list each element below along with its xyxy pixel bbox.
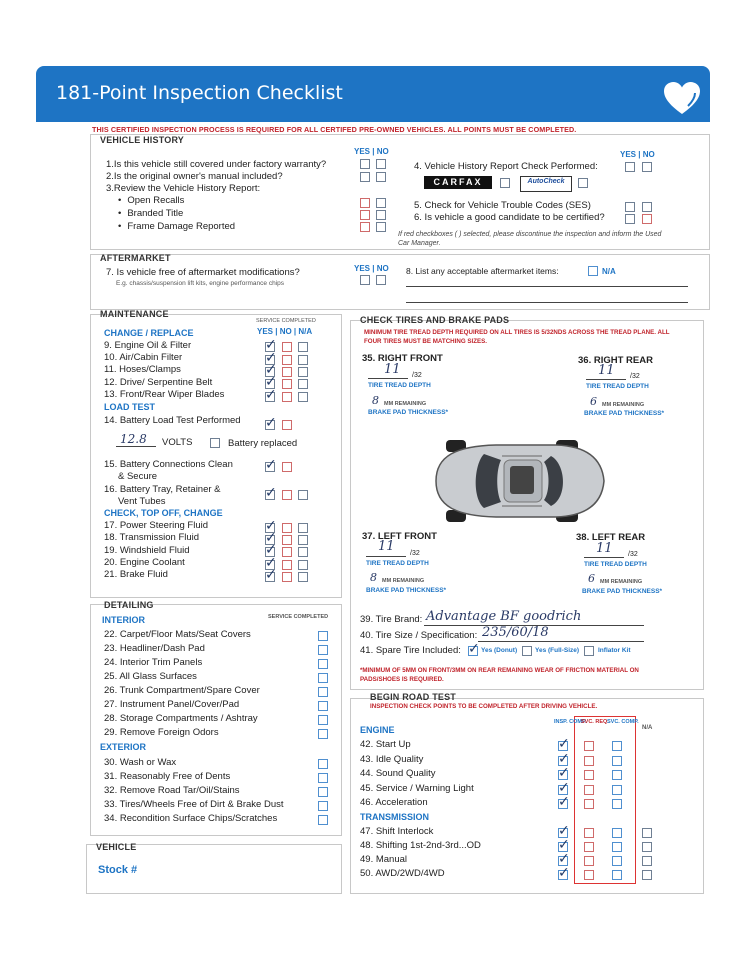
detailing-item-24: 24. Interior Trim Panels (104, 657, 203, 668)
frame-yes-checkbox[interactable] (360, 222, 370, 232)
vehicle-history-title: VEHICLE HISTORY (100, 135, 185, 145)
rf-mm-remaining: MM REMAINING (384, 401, 427, 407)
detailing-23-checkbox[interactable] (318, 645, 328, 655)
detailing-item-30: 30. Wash or Wax (104, 757, 177, 768)
interior-header: INTERIOR (102, 615, 146, 625)
maint-item-13: 13. Front/Rear Wiper Blades (104, 389, 225, 400)
maint-17-na[interactable] (298, 523, 308, 533)
col-svc-comp: SVC. COMP. (607, 719, 639, 725)
road-test-note: INSPECTION CHECK POINTS TO BE COMPLETED AFTER DRIVING VEHICLE. (370, 703, 598, 710)
rt-50-svc-comp-checkbox[interactable] (612, 870, 622, 880)
lr-tread-depth: TIRE TREAD DEPTH (584, 561, 647, 568)
rt-42-insp-checkbox[interactable] (558, 741, 568, 751)
col-insp-comp: INSP. COMP. (554, 719, 587, 725)
rt-44-svc-req-checkbox[interactable] (584, 770, 594, 780)
maint-item-15-cont: & Secure (118, 471, 158, 482)
maint-service-completed-header: SERVICE COMPLETED (256, 318, 316, 324)
q41-label: 41. Spare Tire Included: (360, 645, 461, 656)
rt-50-na-checkbox[interactable] (642, 870, 652, 880)
rf-tread-line (368, 378, 408, 379)
spare-donut-checkbox[interactable] (468, 646, 478, 656)
rt-42-svc-comp-checkbox[interactable] (612, 741, 622, 751)
q2-no-checkbox[interactable] (376, 172, 386, 182)
q3-sub-branded-title: • Branded Title (118, 208, 183, 219)
detailing-25-checkbox[interactable] (318, 673, 328, 683)
maint-item-21: 21. Brake Fluid (104, 569, 168, 580)
detailing-item-23: 23. Headliner/Dash Pad (104, 643, 205, 654)
detailing-item-22: 22. Carpet/Floor Mats/Seat Covers (104, 629, 251, 640)
volts-value[interactable]: 12.8 (120, 432, 147, 446)
engine-header: ENGINE (360, 725, 395, 735)
rt-47-svc-req-checkbox[interactable] (584, 828, 594, 838)
autocheck-checkbox[interactable] (578, 178, 588, 188)
road-test-item-49: 49. Manual (360, 853, 408, 865)
lf-pad-value[interactable]: 8 (370, 571, 377, 584)
vh-yes-no-header-right: YES | NO (620, 150, 655, 159)
am-yes-no-header: YES | NO (354, 264, 389, 273)
maint-20-no[interactable] (282, 560, 292, 570)
branded-yes-checkbox[interactable] (360, 210, 370, 220)
recalls-yes-checkbox[interactable] (360, 198, 370, 208)
rt-43-svc-req-checkbox[interactable] (584, 756, 594, 766)
maint-item-17: 17. Power Steering Fluid (104, 520, 209, 531)
rt-50-insp-checkbox[interactable] (558, 870, 568, 880)
rt-42-svc-req-checkbox[interactable] (584, 741, 594, 751)
detailing-27-checkbox[interactable] (318, 701, 328, 711)
maint-item-9: 9. Engine Oil & Filter (104, 340, 192, 351)
maint-21-yes[interactable] (265, 572, 275, 582)
rt-48-svc-comp-checkbox[interactable] (612, 842, 622, 852)
q5-text: 5. Check for Vehicle Trouble Codes (SES) (414, 200, 591, 211)
maint-16-no[interactable] (282, 490, 292, 500)
maint-item-14: 14. Battery Load Test Performed (104, 415, 241, 426)
notice-text: THIS CERTIFIED INSPECTION PROCESS IS REQUIRED FOR ALL CERTIFED PRE-OWNED VEHICLES. ALL POINTS MUST BE COMPLETED. (92, 125, 577, 134)
maint-item-11: 11. Hoses/Clamps (104, 364, 181, 375)
q39-value[interactable]: Advantage BF goodrich (426, 609, 582, 624)
road-test-title: BEGIN ROAD TEST (370, 692, 457, 702)
q5-yes-checkbox[interactable] (625, 202, 635, 212)
rf-per32: /32 (412, 372, 422, 379)
detailing-26-checkbox[interactable] (318, 687, 328, 697)
q1-yes-checkbox[interactable] (360, 159, 370, 169)
detailing-28-checkbox[interactable] (318, 715, 328, 725)
detailing-item-33: 33. Tires/Wheels Free of Dirt & Brake Dust (104, 799, 284, 810)
lr-tread-line (584, 557, 624, 558)
lr-per32: /32 (628, 551, 638, 558)
rr-tread-line (586, 379, 626, 380)
rt-48-svc-req-checkbox[interactable] (584, 842, 594, 852)
rt-43-insp-checkbox[interactable] (558, 756, 568, 766)
maint-14-no[interactable] (282, 420, 292, 430)
q8-line-2[interactable] (406, 302, 688, 303)
volts-underline (116, 446, 156, 447)
q6-no-checkbox[interactable] (642, 214, 652, 224)
maint-21-na[interactable] (298, 572, 308, 582)
stock-number-label: Stock # (98, 864, 138, 876)
maint-item-10: 10. Air/Cabin Filter (104, 352, 183, 363)
lr-mm-remaining: MM REMAINING (600, 579, 643, 585)
spare-donut-label: Yes (Donut) (481, 647, 518, 654)
detailing-30-checkbox[interactable] (318, 759, 328, 769)
detailing-item-34: 34. Recondition Surface Chips/Scratches (104, 813, 278, 824)
rf-tread-depth: TIRE TREAD DEPTH (368, 382, 431, 389)
maint-item-18: 18. Transmission Fluid (104, 532, 200, 543)
recalls-no-checkbox[interactable] (376, 198, 386, 208)
rt-50-svc-req-checkbox[interactable] (584, 870, 594, 880)
q7-text: 7. Is vehicle free of aftermarket modifications? (106, 267, 300, 278)
road-test-item-46: 46. Acceleration (360, 797, 428, 808)
rt-46-svc-req-checkbox[interactable] (584, 799, 594, 809)
col-na: N/A (642, 725, 653, 731)
road-test-item-42: 42. Start Up (360, 739, 411, 750)
rr-brake-pad: BRAKE PAD THICKNESS* (584, 410, 665, 417)
maint-13-na[interactable] (298, 392, 308, 402)
maint-11-no[interactable] (282, 367, 292, 377)
detailing-item-32: 32. Remove Road Tar/Oil/Stains (104, 785, 240, 796)
maint-18-no[interactable] (282, 535, 292, 545)
q4-no-checkbox[interactable] (642, 162, 652, 172)
transmission-header: TRANSMISSION (360, 811, 430, 822)
change-replace-header: CHANGE / REPLACE (104, 328, 194, 338)
rt-45-insp-checkbox[interactable] (558, 785, 568, 795)
car-top-view-illustration (426, 436, 608, 526)
lf-brake-pad: BRAKE PAD THICKNESS* (366, 587, 447, 594)
maint-item-16: 16. Battery Tray, Retainer & (104, 484, 221, 495)
maint-item-12: 12. Drive/ Serpentine Belt (104, 377, 213, 388)
q6-yes-checkbox[interactable] (625, 214, 635, 224)
autocheck-logo: AutoCheck (520, 176, 572, 192)
maint-9-no[interactable] (282, 342, 292, 352)
inflator-kit-checkbox[interactable] (584, 646, 594, 656)
maint-19-no[interactable] (282, 547, 292, 557)
maint-10-na[interactable] (298, 355, 308, 365)
rr-mm-remaining: MM REMAINING (602, 402, 645, 408)
inflator-kit-label: Inflator Kit (598, 647, 631, 654)
maint-item-20: 20. Engine Coolant (104, 557, 185, 568)
q1-text: 1.Is this vehicle still covered under factory warranty? (106, 159, 327, 170)
rr-per32: /32 (630, 373, 640, 380)
q8-na-checkbox[interactable] (588, 266, 598, 276)
exterior-header: EXTERIOR (100, 742, 147, 752)
q5-no-checkbox[interactable] (642, 202, 652, 212)
lr-tread-value[interactable]: 11 (596, 541, 613, 556)
rt-44-insp-checkbox[interactable] (558, 770, 568, 780)
lr-brake-pad: BRAKE PAD THICKNESS* (582, 588, 663, 595)
maint-20-na[interactable] (298, 560, 308, 570)
maint-16-na[interactable] (298, 490, 308, 500)
q7-no-checkbox[interactable] (376, 275, 386, 285)
rr-label: 36. RIGHT REAR (578, 355, 653, 366)
tires-title: CHECK TIRES AND BRAKE PADS (360, 315, 510, 325)
detailing-24-checkbox[interactable] (318, 659, 328, 669)
col-svc-req: SVC. REQ. (581, 719, 609, 725)
spare-full-label: Yes (Full-Size) (535, 647, 580, 654)
vh-yes-no-header: YES | NO (354, 147, 389, 156)
detailing-31-checkbox[interactable] (318, 773, 328, 783)
maint-13-no[interactable] (282, 392, 292, 402)
maint-19-na[interactable] (298, 547, 308, 557)
q40-label: 40. Tire Size / Specification: (360, 630, 478, 641)
maint-12-no[interactable] (282, 379, 292, 389)
frame-no-checkbox[interactable] (376, 222, 386, 232)
detailing-item-28: 28. Storage Compartments / Ashtray (104, 713, 258, 724)
detailing-item-31: 31. Reasonably Free of Dents (104, 771, 231, 782)
rt-43-svc-comp-checkbox[interactable] (612, 756, 622, 766)
q39-label: 39. Tire Brand: (360, 614, 423, 625)
q7-yes-checkbox[interactable] (360, 275, 370, 285)
lf-per32: /32 (410, 550, 420, 557)
q8-line-1[interactable] (406, 286, 688, 287)
road-test-item-50: 50. AWD/2WD/4WD (360, 867, 445, 879)
aftermarket-title: AFTERMARKET (100, 253, 171, 263)
detailing-service-completed-header: SERVICE COMPLETED (268, 614, 329, 620)
vh-note: If red checkboxes ( ) selected, please discontinue the inspection and inform the Used Car Manager. (398, 231, 662, 247)
lf-label: 37. LEFT FRONT (362, 531, 437, 542)
maint-12-na[interactable] (298, 379, 308, 389)
lf-tread-line (366, 556, 406, 557)
q8-text: 8. List any acceptable aftermarket items: (406, 266, 559, 276)
rt-47-svc-comp-checkbox[interactable] (612, 828, 622, 838)
battery-replaced-label: Battery replaced (228, 438, 298, 449)
road-test-item-45: 45. Service / Warning Light (360, 782, 474, 794)
rf-label: 35. RIGHT FRONT (362, 353, 443, 364)
rr-pad-value[interactable]: 6 (590, 395, 597, 408)
page-title: 181-Point Inspection Checklist (56, 82, 343, 104)
maint-9-na[interactable] (298, 342, 308, 352)
vehicle-title: VEHICLE (96, 842, 137, 852)
q2-text: 2.Is the original owner's manual included? (106, 171, 283, 182)
carfax-logo: CARFAX (424, 176, 492, 189)
q7-note: E.g. chassis/suspension lift kits, engine performance chips (116, 280, 285, 287)
lf-tread-depth: TIRE TREAD DEPTH (366, 560, 429, 567)
rt-45-svc-comp-checkbox[interactable] (612, 785, 622, 795)
rt-46-insp-checkbox[interactable] (558, 799, 568, 809)
detailing-item-29: 29. Remove Foreign Odors (104, 727, 219, 738)
road-test-item-47: 47. Shift Interlock (360, 825, 434, 837)
maint-16-yes[interactable] (265, 490, 275, 500)
heart-icon (662, 80, 702, 116)
rf-pad-value[interactable]: 8 (372, 394, 379, 407)
road-test-item-43: 43. Idle Quality (360, 753, 424, 765)
rr-tread-value[interactable]: 11 (598, 363, 615, 378)
maint-17-no[interactable] (282, 523, 292, 533)
q2-yes-checkbox[interactable] (360, 172, 370, 182)
lr-label: 38. LEFT REAR (576, 532, 646, 543)
maint-10-no[interactable] (282, 355, 292, 365)
q4-text: 4. Vehicle History Report Check Performed: (414, 161, 598, 172)
q3-sub-open-recalls: • Open Recalls (118, 195, 184, 206)
detailing-34-checkbox[interactable] (318, 815, 328, 825)
lf-mm-remaining: MM REMAINING (382, 578, 425, 584)
tires-min-note: MINIMUM TIRE TREAD DEPTH REQUIRED ON ALL TIRES IS 5/32NDS ACROSS THE TREAD PLANE. ALL FOUR TIRES MUST BE MATCHING SIZES. (364, 329, 670, 345)
q40-value[interactable]: 235/60/18 (482, 625, 549, 640)
maint-item-15: 15. Battery Connections Clean (104, 459, 233, 470)
maint-18-na[interactable] (298, 535, 308, 545)
rr-tread-depth: TIRE TREAD DEPTH (586, 383, 649, 390)
detailing-33-checkbox[interactable] (318, 801, 328, 811)
battery-replaced-checkbox[interactable] (210, 438, 220, 448)
detailing-title: DETAILING (104, 600, 154, 610)
rt-49-svc-comp-checkbox[interactable] (612, 856, 622, 866)
road-test-item-44: 44. Sound Quality (360, 768, 436, 779)
maint-13-yes[interactable] (265, 392, 275, 402)
q40-line (478, 641, 644, 642)
rt-46-svc-comp-checkbox[interactable] (612, 799, 622, 809)
q4-yes-checkbox[interactable] (625, 162, 635, 172)
q6-text: 6. Is vehicle a good candidate to be certified? (414, 212, 605, 223)
rt-49-svc-req-checkbox[interactable] (584, 856, 594, 866)
maint-item-19: 19. Windshield Fluid (104, 545, 190, 556)
maint-15-no[interactable] (282, 462, 292, 472)
load-test-header: LOAD TEST (104, 402, 155, 412)
rt-48-na-checkbox[interactable] (642, 842, 652, 852)
maintenance-title: MAINTENANCE (100, 309, 169, 319)
lf-tread-value[interactable]: 11 (378, 539, 395, 554)
maint-11-na[interactable] (298, 367, 308, 377)
maint-cols-header: YES | NO | N/A (257, 327, 313, 336)
detailing-item-25: 25. All Glass Surfaces (104, 671, 197, 682)
maint-item-16-cont: Vent Tubes (118, 496, 166, 507)
rt-44-svc-comp-checkbox[interactable] (612, 770, 622, 780)
detailing-22-checkbox[interactable] (318, 631, 328, 641)
q8-na-label: N/A (602, 267, 616, 276)
q1-no-checkbox[interactable] (376, 159, 386, 169)
rt-45-svc-req-checkbox[interactable] (584, 785, 594, 795)
rt-47-na-checkbox[interactable] (642, 828, 652, 838)
detailing-29-checkbox[interactable] (318, 729, 328, 739)
detailing-32-checkbox[interactable] (318, 787, 328, 797)
maint-15-yes[interactable] (265, 462, 275, 472)
q3-sub-frame-damage: • Frame Damage Reported (118, 221, 235, 232)
spare-full-checkbox[interactable] (522, 646, 532, 656)
road-test-item-48: 48. Shifting 1st-2nd-3rd...OD (360, 839, 481, 851)
check-top-header: CHECK, TOP OFF, CHANGE (104, 508, 223, 518)
detailing-item-26: 26. Trunk Compartment/Spare Cover (104, 685, 260, 696)
tires-footnote: *MINIMUM OF 5MM ON FRONT/3MM ON REAR REMAINING WEAR OF FRICTION MATERIAL ON PADS/SHOES IS REQUIRED. (360, 667, 639, 683)
rt-49-na-checkbox[interactable] (642, 856, 652, 866)
maint-14-yes[interactable] (265, 420, 275, 430)
volts-label: VOLTS (162, 437, 193, 448)
rf-tread-value[interactable]: 11 (384, 362, 401, 377)
branded-no-checkbox[interactable] (376, 210, 386, 220)
q3-text: 3.Review the Vehicle History Report: (106, 183, 261, 194)
maint-21-no[interactable] (282, 572, 292, 582)
rf-brake-pad: BRAKE PAD THICKNESS* (368, 409, 449, 416)
carfax-checkbox[interactable] (500, 178, 510, 188)
detailing-item-27: 27. Instrument Panel/Cover/Pad (104, 699, 240, 710)
lr-pad-value[interactable]: 6 (588, 572, 595, 585)
